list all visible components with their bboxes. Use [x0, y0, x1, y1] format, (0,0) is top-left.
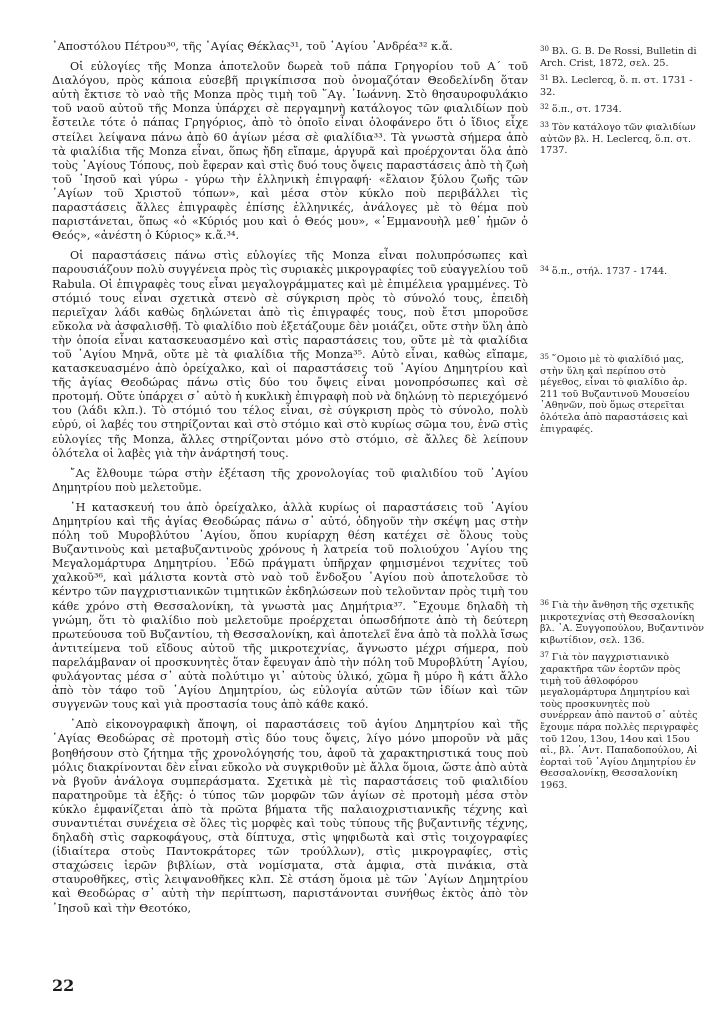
footnote-number: 34 [540, 265, 549, 273]
footnote-30 [540, 44, 704, 69]
footnote-number: 31 [540, 74, 549, 83]
footnote-number: 33 [540, 120, 549, 129]
footnote-36 [540, 598, 704, 646]
footnote-33 [540, 120, 704, 157]
footnote-text: Τὸν κατάλογο τῶν φιαλιδίων αὐτῶν βλ. H. Leclercq, ὅ.π. στ. 1737. [540, 121, 696, 157]
paragraph-4: ῎Ας ἔλθουμε τώρα στὴν ἐξέταση τῆς χρονολογίας τοῦ φιαλιδίου τοῦ ῾Αγίου Δημητρίου ποὺ μελετοῦμε. [52, 466, 528, 494]
footnote-number: 30 [540, 45, 549, 53]
paragraph-1: ᾿Αποστόλου Πέτρου³⁰, τῆς ῾Αγίας Θέκλας³¹, τοῦ ῾Αγίου ᾿Ανδρέα³² κ.ἅ. [52, 40, 453, 53]
paragraph-6: ᾿Απὸ εἰκονογραφικὴ ἄποψη, οἱ παραστάσεις τοῦ ἁγίου Δημητρίου καὶ τῆς ῾Αγίας Θεοδώρας σὲ προτομὴ στὶς δύο τους ὄψεις, λίγο μόνο μποροῦν νὰ μᾶς βοηθήσουν στὸ ζήτημα τῆς χρονολόγησής του, ἀφοῦ τὰ χαρακτηριστικά τους ποὺ μόλις διακρίνονται δὲν εἶναι εὔκολο νὰ συγκριθοῦν μὲ ἄλλα ὅμοια, ὥστε ἀπὸ αὐτὰ νὰ βγοῦν ἀνάλογα συμπεράσματα. Σχετικὰ μὲ τὶς παραστάσεις τοῦ φιαλιδίου παρατηροῦμε τὰ ἑξῆς: ὁ τύπος τῶν μορφῶν τῶν ἁγίων σὲ προτομὴ μέσα στὸν κύκλο ἐμφανίζεται ἀπὸ τὰ πρῶτα βήματα τῆς παλαιοχριστιανικῆς τέχνης καὶ συναντιέται συνέχεια σὲ ὅλες τὶς μορφὲς καὶ τοὺς τύπους τῆς βυζαντινῆς τέχνης, δηλαδὴ στὶς σαρκοφάγους, στὰ δίπτυχα, στὶς ψηφιδωτὰ καὶ στὶς τοιχογραφίες (ἰδιαίτερα στοὺς Παντοκράτορες τῶν τρούλλων), στὶς μικρογραφίες, στὶς σταχώσεις ἱερῶν βιβλίων, στὰ νομίσματα, στὰ ἀμφια, στὰ πινάκια, στὰ σταυροθῆκες, στὶς λειψανοθῆκες κλπ. Σὲ στάση ὅμοια μὲ τῶν ῾Αγίων Δημητρίου καὶ Θεοδώρας σ᾿ αὐτὴ τὴν περίπτωση, παριστάνονται συνήθως ἐκτὸς ἀπὸ τὸν ᾿Ιησοῦ καὶ τὴν Θεοτόκο, [52, 718, 528, 915]
side-notes-top [540, 44, 704, 161]
footnote-text: Βλ. Leclercq, ὅ. π. στ. 1731 - 32. [540, 75, 693, 98]
footnote-number: 36 [540, 599, 549, 607]
page-number: 22 [52, 976, 75, 995]
footnote-number: 32 [540, 103, 549, 112]
footnote-number: 35 [540, 353, 549, 361]
side-notes-bottom [540, 598, 704, 796]
footnote-34 [540, 264, 704, 278]
footnote-number: 37 [540, 651, 549, 660]
footnote-text: Γιὰ τὸν παγχριστιανικὸ χαρακτῆρα τῶν ἑορτῶν πρὸς τιμὴ τοῦ ἀθλοφόρου μεγαλομάρτυρα Δημητρίου καὶ τοὺς προσκυνητὲς ποὺ συνέρρεαν ἀπὸ παντοῦ σ᾿ αὐτὲς ἔχουμε πάρα πολλὲς περιγραφὲς τοῦ 12ου, 13ου, 14ου καὶ 15ου αἰ., βλ. ᾿Αντ. Παπαδοπούλου, Αἱ ἑορταὶ τοῦ ῾Αγίου Δημητρίου ἐν Θεσσαλονίκῃ, Θεσσαλονίκη 1963. [540, 652, 699, 791]
footnote-31 [540, 73, 704, 98]
side-notes-35 [540, 352, 704, 439]
footnote-32 [540, 102, 704, 116]
footnote-text: ὅ.π., στήλ. 1737 - 1744. [551, 266, 668, 277]
footnote-text: ὅ.π., στ. 1734. [551, 104, 622, 116]
paragraph-3: Οἱ παραστάσεις πάνω στὶς εὐλογίες τῆς Monza εἶναι πολυπρόσωπες καὶ παρουσιάζουν πολὺ συγγένεια πρὸς τὶς συριακὲς μικρογραφίες τοῦ εὐαγγελίου τοῦ Rabula. Οἱ ἐπιγραφὲς τους εἶναι μεγαλογράμματες καὶ μὲ ἐπιμέλεια γραμμένες. Τὸ στόμιό τους εἶναι σχετικὰ στενὸ σὲ σύγκριση πρὸς τὸ σύνολό τους, ἐπειδὴ περιεῖχαν λάδι καθὼς δηλώνεται ἀπὸ τὶς ἐπιγραφές τους, ποὺ ἔτσι μποροῦσε εὔκολα νὰ ἀσφαλισθῇ. Τὸ φιαλίδιο ποὺ ἐξετάζουμε δὲν μοιάζει, οὔτε στὴν ὕλη ἀπὸ τὴν ὁποία εἶναι κατασκευασμένο καὶ στὶς παραστάσεις του, οὔτε μὲ τὰ φιαλίδια τοῦ ῾Αγίου Μηνᾶ, οὔτε μὲ τὰ φιαλίδια τῆς Monza³⁵. Αὐτὸ εἶναι, καθὼς εἴπαμε, κατασκευασμένο ἀπὸ ὀρείχαλκο, καὶ οἱ παραστάσεις τοῦ ῾Αγίου Δημητρίου καὶ τῆς ἁγίας Θεοδώρας πάνω στὶς δύο του ὄψεις εἶναι μονοπρόσωπες καὶ σὲ προτομή. Οὔτε ὑπάρχει σ᾿ αὐτὸ ἡ κυκλικὴ ἐπιγραφὴ ποὺ νὰ δηλώνῃ τὸ περιεχόμενό του (λάδι κλπ.). Τὸ στόμιό του τέλος εἶναι, σὲ σύγκριση πρὸς τὸ σύνολο, πολὺ εὐρύ, οἱ λαβές του στηρίζονται καὶ στὸ στόμιο καὶ στὸ κυρίως σῶμα του, ἐνῶ στὶς εὐλογίες τῆς Monza, ἄλλες στηρίζονται μόνο στὸ στόμιο, σὲ ἄλλες δὲ λείπουν ὁλότελα οἱ λαβὲς γιὰ τὴν ἀνάρτησή τους. [52, 249, 528, 460]
footnote-text: Γιὰ τὴν ἄνθηση τῆς σχετικῆς μικροτεχνίας στὴ Θεσσαλονίκη βλ. ᾿Α. Ξυγγοπούλου, Βυζαντινὸν κιβωτίδιον, σελ. 136. [540, 600, 704, 646]
footnote-text: ῞Ομοιο μὲ τὸ φιαλίδιό μας, στὴν ὕλη καὶ περίπου στὸ μέγεθος, εἶναι τὸ φιαλίδιο ἀρ. 211 τοῦ Βυζαντινοῦ Μουσείου ᾿Αθηνῶν, ποὺ ὅμως στερεῖται ὁλότελα ἀπὸ παραστάσεις καὶ ἐπιγραφές. [540, 354, 690, 435]
paragraph-5: ῾Η κατασκευή του ἀπὸ ὀρείχαλκο, ἀλλὰ κυρίως οἱ παραστάσεις τοῦ ῾Αγίου Δημητρίου καὶ τῆς ἁγίας Θεοδώρας πάνω σ᾿ αὐτό, ὁδηγοῦν τὴν σκέψη μας στὴν πόλη τοῦ Μυροβλύτου ῾Αγίου, ὅπου κυρίαρχη θέση κατέχει σὲ ὅλους τοὺς Βυζαντινοὺς καὶ μεταβυζαντινοὺς χρόνους ἡ λατρεία τοῦ πολιούχου ῾Αγίου της Μεγαλομάρτυρα Δημητρίου. ᾿Εδῶ πράγματι ὑπῆρχαν φημισμένοι τεχνίτες τοῦ χαλκοῦ³⁶, καὶ μάλιστα κοντὰ στὸ ναὸ τοῦ ἔνδοξου ῾Αγίου ποὺ ἀποτελοῦσε τὸ κέντρο τῶν παγχριστιανικῶν τιμητικῶν ἐκδηλώσεων ποὺ τελοῦνταν πρὸς τιμὴ του κάθε χρόνο στὴ Θεσσαλονίκη, τὰ γνωστὰ μας Δημήτρια³⁷. ῎Εχουμε δηλαδὴ τὴ γνώμη, ὅτι τὸ φιαλίδιο ποὺ μελετοῦμε προέρχεται ὁπωσδήποτε ἀπὸ τὴ δεύτερη πρωτεύουσα τοῦ Βυζαντίου, τὴ Θεσσαλονίκη, καὶ ἀποτελεῖ ἕνα ἀπὸ τὰ πολλὰ ἴσως ἀντιτείμενα τοῦ εἴδους αὐτοῦ τῆς μικροτεχνίας, ἄγνωστο μέχρι σήμερα, ποὺ παρελάμβαναν οἱ προσκυνητὲς ὅταν ἔφευγαν ἀπὸ τὴν πόλη τοῦ Μυροβλύτη ῾Αγίου, φυλάγοντας μέσα σ᾿ αὐτὰ πολύτιμο γι᾿ αὐτοὺς ὑλικό, χῶμα ἢ μύρο ἢ κάτι ἄλλο ἀπὸ τὸν τάφο τοῦ ῾Αγίου Δημητρίου, ὡς εὐλογία αὐτῶν τῶν ἰδίων καὶ τῶν συγγενῶν τους καὶ γιὰ προστασία τους ἀπὸ κάθε κακό. [52, 500, 528, 712]
footnote-35 [540, 352, 704, 435]
footnote-37 [540, 650, 704, 791]
footnote-text: Βλ. G. B. De Rossi, Bulletin di Arch. Crist, 1872, σελ. 25. [540, 46, 697, 69]
main-text-column [52, 40, 528, 922]
side-notes-34 [540, 264, 704, 282]
paragraph-2: Οἱ εὐλογίες τῆς Monza ἀποτελοῦν δωρεὰ τοῦ πάπα Γρηγορίου τοῦ Α´ τοῦ Διαλόγου, πρὸς κάποια εὐσεβῆ πριγκίπισσα ποὺ ὀνομαζόταν Θεοδελίνδη ὅταν αὐτὴ ἔκτισε τὸ ναὸ τῆς Monza πρὸς τιμὴ τοῦ ῞Αγ. ᾿Ιωάννη. Στὸ θησαυροφυλάκιο τοῦ ναοῦ αὐτοῦ τῆς Monza ὑπάρχει σὲ περγαμηνὴ κατάλογος τῶν φιαλιδίων ποὺ ἔστειλε τότε ὁ πάπας Γρηγόριος, ἀπὸ τὸ ὁποῖο εἶναι ὁλοφάνερο ὅτι ὁ ἴδιος εἶχε στείλει λείψανα πάνω ἀπὸ 60 ἁγίων μέσα σὲ φιαλίδια³³. Τὰ γνωστὰ σήμερα ἀπὸ τὰ φιαλίδια τῆς Monza εἶναι, ὅπως ἤδη εἴπαμε, ἀργυρᾶ καὶ προέρχονται ὅλα ἀπὸ τοὺς ῾Αγίους Τόπους, ποὺ ἔφεραν καὶ στὶς δυό τους ὄψεις παραστάσεις ἀπὸ τὴ ζωὴ τοῦ ᾿Ιησοῦ καὶ γύρω - γύρω τὴν ἑλληνικὴ ἐπιγραφή· «ἔλαιον ξύλου ζωῆς τῶν ῾Αγίων τοῦ Χριστοῦ τόπων», καὶ μέσα στὸν κύκλο ποὺ περιβάλλει τὶς παραστάσεις ἄλλες ἐπιγραφὲς ἐπίσης ἑλληνικές, ἀνάλογες μὲ τὸ θέμα ποὺ παριστάνεται, ὅπως «ὁ «Κύριός μου καὶ ὁ Θεός μου», «᾿Εμμανουὴλ μεθ᾿ ἡμῶν ὁ Θεός», «ἀνέστη ὁ Κύριος» κ.ἅ.³⁴. [52, 60, 528, 243]
